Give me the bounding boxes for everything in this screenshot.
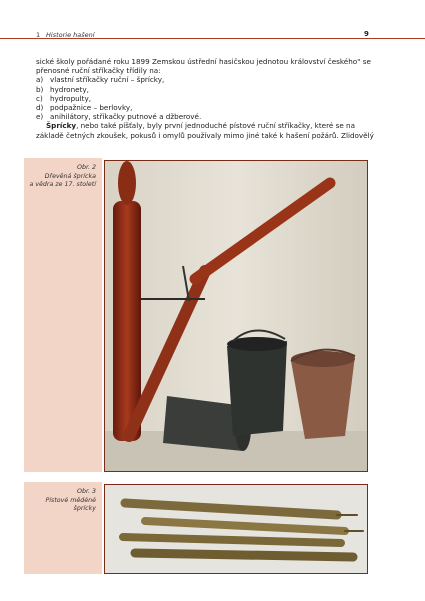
- list-item: [36, 112, 384, 121]
- caption-line: a vědra ze 17. století: [29, 181, 96, 188]
- figure-label: Obr. 2: [77, 164, 96, 171]
- list-text: anihilátory, stříkačky putnové a džberové.: [50, 112, 202, 122]
- caption-line: Pístové mědéné: [45, 496, 96, 504]
- figure-3-photo: [104, 484, 368, 574]
- list-item: [36, 94, 384, 103]
- intro-paragraph: sické školy pořádané roku 1899 Zemskou ústřední hasičskou jednotou království českého" se přenosné ruční stříkačky třídily na:: [36, 57, 371, 76]
- spricky-text: , nebo také píšťaly, byly první jednoduché pístové ruční stříkačky, které se na základě četných zkoušek, pokusů i omylů používaly mimo jiné také k hašení požárů. Zlidovělý: [36, 121, 374, 140]
- list-marker: c): [36, 93, 43, 103]
- page-number: 9: [364, 30, 369, 38]
- body-text: [36, 57, 384, 140]
- list-marker: d): [36, 103, 44, 113]
- figure-2-caption-panel: [24, 158, 102, 472]
- classification-list: [36, 75, 384, 121]
- caption-line: Dřevěná šprícka: [44, 172, 96, 180]
- chapter-title: Historie hašení: [46, 31, 95, 39]
- figure-label: Obr. 3: [77, 488, 96, 495]
- list-marker: b): [36, 84, 44, 94]
- list-item: [36, 103, 384, 112]
- caption-line: šprícky: [73, 505, 96, 512]
- brass-syringes-image: [105, 485, 367, 573]
- list-item: [36, 85, 384, 94]
- figure-3-caption: [46, 488, 97, 514]
- spricky-term: Šprícky: [46, 121, 77, 131]
- list-text: hydronety,: [50, 84, 89, 94]
- figure-2-caption: [29, 164, 96, 190]
- list-item: [36, 75, 384, 84]
- list-text: hydropulty,: [50, 93, 92, 103]
- wooden-syringe-and-buckets-image: [105, 161, 367, 471]
- figure-2-photo: [104, 160, 368, 472]
- list-marker: e): [36, 112, 44, 122]
- list-marker: a): [36, 75, 44, 85]
- spricky-paragraph: [36, 121, 384, 139]
- list-text: vlastní stříkačky ruční – šprícky,: [50, 75, 165, 85]
- figure-3-caption-panel: [24, 482, 102, 574]
- list-text: podpažnice – berlovky,: [50, 103, 133, 113]
- chapter-number: 1: [36, 31, 41, 39]
